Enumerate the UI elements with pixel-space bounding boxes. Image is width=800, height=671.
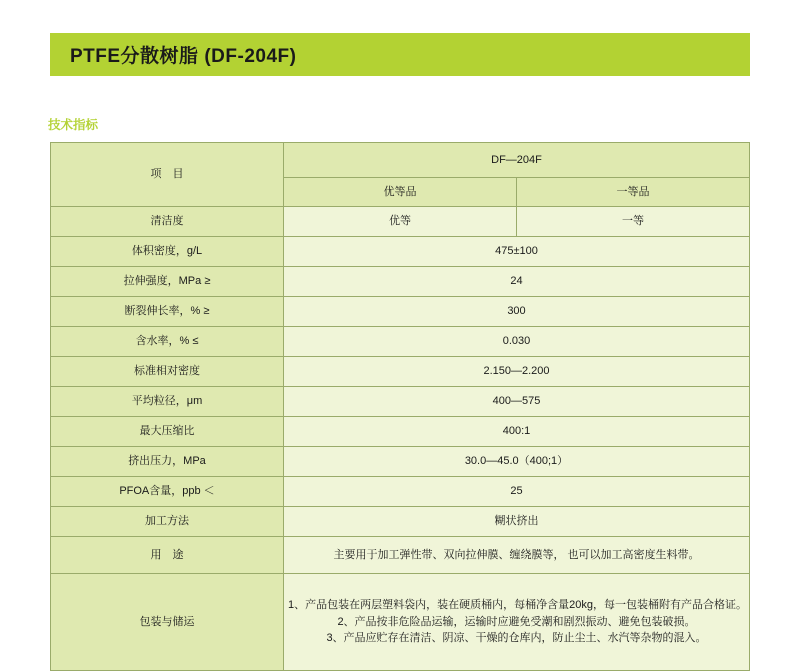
table-row [51, 507, 750, 537]
column-header-item: 项 目 [51, 143, 284, 207]
table-row [51, 297, 750, 327]
row-value: 400:1 [284, 417, 750, 447]
row-value-usage: 主要用于加工弹性带、双向拉伸膜、缠绕膜等， 也可以加工高密度生料带。 [284, 537, 750, 574]
packing-line-2: 2、产品按非危险品运输，运输时应避免受潮和剧烈振动、避免包装破损。 [337, 615, 696, 628]
row-label: 最大压缩比 [51, 417, 284, 447]
column-header-grade-premium: 优等品 [284, 178, 517, 207]
row-label: 断裂伸长率，% ≥ [51, 297, 284, 327]
table-row [51, 477, 750, 507]
title-banner [50, 33, 750, 76]
row-label: 标准相对密度 [51, 357, 284, 387]
row-value-premium: 优等 [284, 207, 517, 237]
row-label: 含水率，% ≤ [51, 327, 284, 357]
row-value: 475±100 [284, 237, 750, 267]
row-value-packing [284, 574, 750, 671]
page-title: PTFE分散树脂 (DF-204F) [70, 46, 297, 67]
row-label: 平均粒径，μm [51, 387, 284, 417]
row-value: 30.0—45.0（400;1） [284, 447, 750, 477]
table-row [51, 447, 750, 477]
specification-table [50, 142, 750, 671]
table-row-packing [51, 574, 750, 671]
table-row [51, 237, 750, 267]
table-row [51, 387, 750, 417]
row-label: 体积密度，g/L [51, 237, 284, 267]
row-label: 加工方法 [51, 507, 284, 537]
row-value: 400—575 [284, 387, 750, 417]
table-row [51, 327, 750, 357]
packing-line-1: 1、产品包装在两层塑料袋内，装在硬质桶内，每桶净含量20kg，每一包装桶附有产品合格证。 [288, 599, 747, 612]
row-value: 300 [284, 297, 750, 327]
row-label-packing: 包装与储运 [51, 574, 284, 671]
table-row [51, 417, 750, 447]
row-value: 糊状挤出 [284, 507, 750, 537]
column-header-product: DF—204F [284, 143, 750, 178]
row-label: PFOA含量，ppb ＜ [51, 477, 284, 507]
table-row [51, 357, 750, 387]
table-row [51, 143, 750, 178]
column-header-grade-first: 一等品 [517, 178, 750, 207]
row-label-usage: 用 途 [51, 537, 284, 574]
row-value-first: 一等 [517, 207, 750, 237]
section-heading: 技术指标 [48, 118, 99, 132]
row-value: 0.030 [284, 327, 750, 357]
row-value: 24 [284, 267, 750, 297]
table-row [51, 207, 750, 237]
row-value: 25 [284, 477, 750, 507]
packing-line-3: 3、产品应贮存在清洁、阴凉、干燥的仓库内，防止尘土、水汽等杂物的混入。 [326, 632, 707, 645]
table-row-usage [51, 537, 750, 574]
row-label: 清洁度 [51, 207, 284, 237]
row-label: 挤出压力，MPa [51, 447, 284, 477]
row-value: 2.150—2.200 [284, 357, 750, 387]
table-row [51, 267, 750, 297]
row-label: 拉伸强度，MPa ≥ [51, 267, 284, 297]
